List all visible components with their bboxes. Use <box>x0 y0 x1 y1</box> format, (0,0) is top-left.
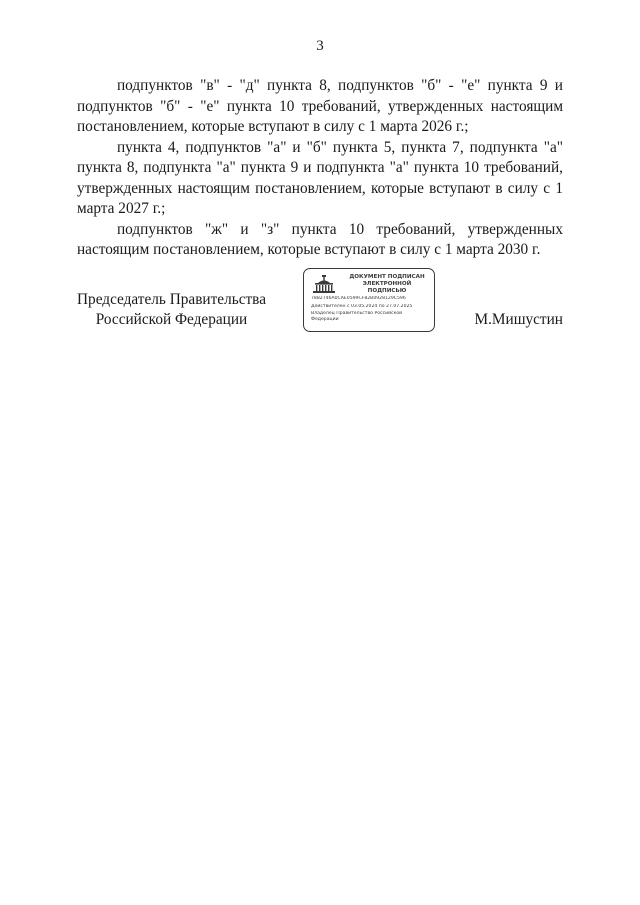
paragraph: подпунктов "ж" и "з" пункта 10 требований, утвержденных настоящим постановлением, которые вступают в силу с 1 марта 2030 г. <box>77 220 563 258</box>
signer-title <box>77 290 266 330</box>
paragraph: подпунктов "в" - "д" пункта 8, подпунктов "б" - "е" пункта 9 и подпунктов "б" - "е" пункта 10 требований, утвержденных настоящим постановлением, которые вступают в силу с 1 марта 2026 г.; <box>77 77 563 135</box>
paragraph: пункта 4, подпунктов "а" и "б" пункта 5, пункта 7, подпункта "а" пункта 8, подпункта "а" пункта 9 и подпункта "а" пункта 10 требований, утвержденных настоящим постановлением, которые вступают в силу с 1 марта 2027 г.; <box>77 138 563 217</box>
stamp-heading-line: ЭЛЕКТРОННОЙ ПОДПИСЬЮ <box>362 281 412 294</box>
stamp-heading-line: ДОКУМЕНТ ПОДПИСАН <box>349 274 425 280</box>
stamp-heading <box>344 274 430 295</box>
electronic-signature-stamp <box>303 268 435 332</box>
government-building-icon <box>311 274 337 294</box>
certificate-serial: 7882746A0CAE0599CF82B0928129C596 <box>311 296 406 301</box>
signer-name: М.Мишустин <box>474 311 563 328</box>
certificate-owner: Владелец Правительство Российской Федерации <box>311 311 403 322</box>
page-number: 3 <box>316 38 324 54</box>
signer-title-line: Председатель Правительства <box>77 291 266 308</box>
signer-title-line: Российской Федерации <box>95 311 248 328</box>
document-body <box>77 76 563 261</box>
certificate-validity: Действителен с 03.05.2024 по 27.07.2025 <box>311 304 413 309</box>
signature-block <box>77 268 563 338</box>
